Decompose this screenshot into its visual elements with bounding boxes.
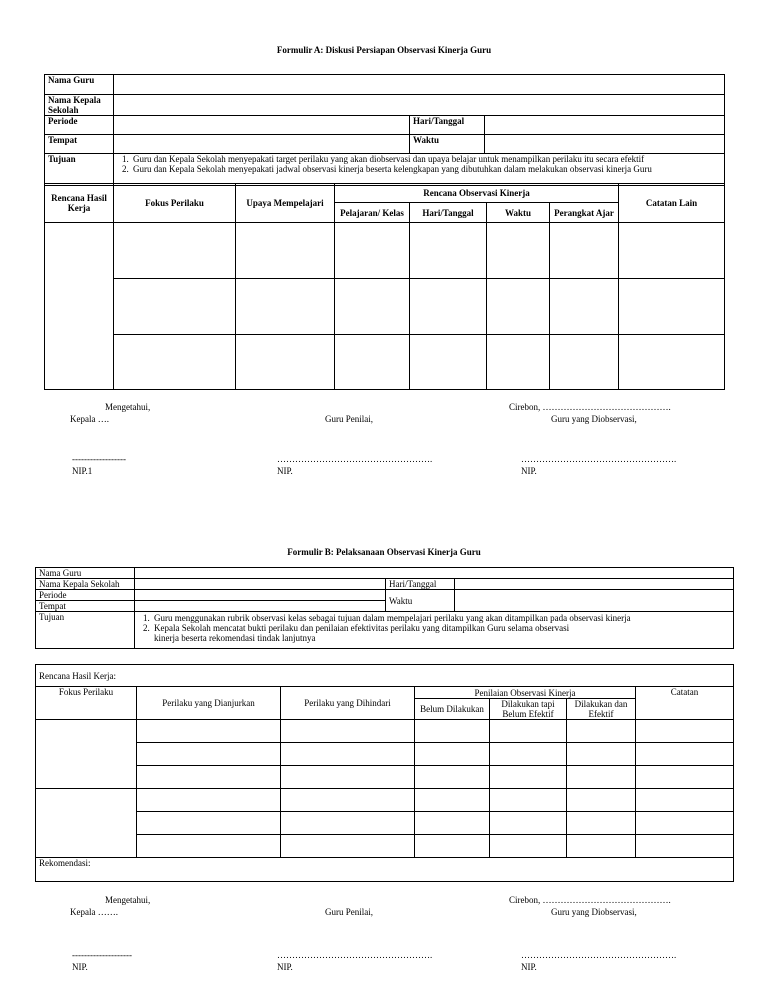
header-catatan-lain: Catatan Lain: [619, 184, 725, 223]
label-nama-kepala: Nama Kepala Sekolah: [36, 579, 135, 590]
form-b-identity-table: [35, 567, 734, 649]
table-cell[interactable]: [567, 835, 636, 858]
table-cell[interactable]: [550, 279, 619, 335]
table-cell[interactable]: [410, 335, 487, 390]
table-cell[interactable]: [490, 812, 567, 835]
field-hari-tanggal[interactable]: [455, 579, 734, 590]
table-cell[interactable]: [236, 223, 335, 279]
field-waktu[interactable]: [485, 135, 725, 154]
header-perilaku-dihindari: Perilaku yang Dihindari: [281, 687, 415, 720]
table-cell[interactable]: [137, 812, 281, 835]
header-rencana-hasil-kerja: Rencana Hasil Kerja: [45, 184, 114, 223]
signature-line: …………………………………………….: [521, 454, 677, 464]
table-cell[interactable]: [636, 766, 734, 789]
header-perangkat-ajar: Perangkat Ajar: [550, 203, 619, 223]
tujuan-list: [135, 612, 734, 649]
kepala-label: Kepala ….: [70, 414, 109, 424]
table-cell[interactable]: [137, 789, 281, 812]
label-tujuan: Tujuan: [36, 612, 135, 649]
table-cell[interactable]: [550, 223, 619, 279]
guru-penilai-label: Guru Penilai,: [325, 907, 373, 917]
label-tempat: Tempat: [45, 135, 114, 154]
signature-line: ------------------: [72, 454, 126, 464]
table-cell[interactable]: [137, 720, 281, 743]
table-cell[interactable]: [487, 223, 550, 279]
table-cell[interactable]: [487, 279, 550, 335]
table-cell[interactable]: [490, 720, 567, 743]
nip-label: NIP.: [277, 962, 293, 972]
header-penilaian-observasi: Penilaian Observasi Kinerja: [415, 687, 636, 699]
table-cell[interactable]: [619, 279, 725, 335]
kepala-label: Kepala …….: [70, 907, 118, 917]
table-cell[interactable]: [114, 335, 236, 390]
table-cell[interactable]: [137, 835, 281, 858]
tujuan-item: 1. Guru dan Kepala Sekolah menyepakati target perilaku yang akan diobservasi dan upaya belajar untuk menampilkan perilaku itu secara efektif: [131, 154, 721, 164]
form-a-title: Formulir A: Diskusi Persiapan Observasi Kinerja Guru: [276, 45, 492, 55]
table-cell[interactable]: [619, 223, 725, 279]
header-catatan: Catatan: [636, 687, 734, 720]
table-cell[interactable]: [410, 279, 487, 335]
cell-fokus[interactable]: [36, 720, 137, 789]
header-upaya-mempelajari: Upaya Mempelajari: [236, 184, 335, 223]
table-cell[interactable]: [636, 812, 734, 835]
form-b-observation-table: [35, 664, 734, 882]
nip-label: NIP.: [72, 962, 88, 972]
table-cell[interactable]: [335, 335, 410, 390]
table-cell[interactable]: [281, 720, 415, 743]
form-a-identity-table: [44, 74, 725, 186]
signature-line: …………………………………………….: [521, 950, 677, 960]
label-waktu: Waktu: [410, 135, 485, 154]
table-cell[interactable]: [281, 743, 415, 766]
table-cell[interactable]: [415, 812, 490, 835]
table-cell[interactable]: [567, 812, 636, 835]
table-cell[interactable]: [636, 789, 734, 812]
tujuan-item: 1. Guru menggunakan rubrik observasi kelas sebagai tujuan dalam mempelajari perilaku yang akan ditampilkan pada observasi kinerja: [152, 613, 730, 623]
label-periode: Periode: [45, 116, 114, 135]
table-cell[interactable]: [567, 766, 636, 789]
field-tempat[interactable]: [114, 135, 410, 154]
table-cell[interactable]: [567, 720, 636, 743]
table-cell[interactable]: [281, 812, 415, 835]
table-cell[interactable]: [619, 335, 725, 390]
tujuan-item: 2. Kepala Sekolah mencatat bukti perilaku dan penilaian efektivitas perilaku yang ditampilkan Guru selama observasi kinerja beserta rekomendasi tindak lanjutnya: [152, 623, 730, 643]
table-cell[interactable]: [415, 789, 490, 812]
nip-label: NIP.: [521, 466, 537, 476]
place-date: Cirebon, …………………………………….: [509, 895, 671, 905]
table-cell[interactable]: [137, 743, 281, 766]
table-cell[interactable]: [410, 223, 487, 279]
label-tempat: Tempat: [36, 601, 135, 612]
header-waktu: Waktu: [487, 203, 550, 223]
header-dilakukan-belum-efektif: Dilakukan tapi Belum Efektif: [490, 699, 567, 720]
table-cell[interactable]: [137, 766, 281, 789]
header-fokus-perilaku: Fokus Perilaku: [36, 687, 137, 720]
table-cell[interactable]: [567, 789, 636, 812]
table-cell[interactable]: [236, 335, 335, 390]
table-cell[interactable]: [415, 743, 490, 766]
label-waktu: Waktu: [386, 590, 455, 612]
table-cell[interactable]: [415, 720, 490, 743]
table-cell[interactable]: [550, 335, 619, 390]
table-cell[interactable]: [281, 789, 415, 812]
header-fokus-perilaku: Fokus Perilaku: [114, 184, 236, 223]
table-cell[interactable]: [281, 835, 415, 858]
table-cell[interactable]: [636, 720, 734, 743]
table-cell[interactable]: [490, 766, 567, 789]
header-perilaku-dianjurkan: Perilaku yang Dianjurkan: [137, 687, 281, 720]
field-periode[interactable]: [114, 116, 410, 135]
signature-line: --------------------: [72, 950, 132, 960]
field-periode[interactable]: [135, 590, 386, 601]
table-cell[interactable]: [487, 335, 550, 390]
table-cell[interactable]: [335, 279, 410, 335]
table-cell[interactable]: [236, 279, 335, 335]
table-cell[interactable]: [636, 743, 734, 766]
label-hari-tanggal: Hari/Tanggal: [386, 579, 455, 590]
guru-penilai-label: Guru Penilai,: [325, 414, 373, 424]
label-periode: Periode: [36, 590, 135, 601]
table-cell[interactable]: [490, 835, 567, 858]
signature-line: …………………………………………….: [277, 454, 433, 464]
signature-line: …………………………………………….: [277, 950, 433, 960]
nip-label: NIP.: [521, 962, 537, 972]
nip-label: NIP.: [277, 466, 293, 476]
cell-rencana[interactable]: [45, 223, 114, 390]
field-tempat[interactable]: [135, 601, 386, 612]
table-cell[interactable]: [114, 279, 236, 335]
table-cell[interactable]: [335, 223, 410, 279]
table-cell[interactable]: [281, 766, 415, 789]
label-hari-tanggal: Hari/Tanggal: [410, 116, 485, 135]
mengetahui-label: Mengetahui,: [105, 895, 151, 905]
nip-label: NIP.1: [72, 466, 93, 476]
table-cell[interactable]: [114, 223, 236, 279]
table-cell[interactable]: [415, 835, 490, 858]
tujuan-item: 2. Guru dan Kepala Sekolah menyepakati jadwal observasi kinerja beserta kelengkapan yang dibutuhkan dalam melakukan observasi kinerja Guru: [131, 164, 721, 174]
field-hari-tanggal[interactable]: [485, 116, 725, 135]
header-belum-dilakukan: Belum Dilakukan: [415, 699, 490, 720]
tujuan-list: [114, 154, 725, 186]
rekomendasi[interactable]: Rekomendasi:: [36, 858, 734, 882]
guru-diobservasi-label: Guru yang Diobservasi,: [551, 907, 637, 917]
table-cell[interactable]: [567, 743, 636, 766]
field-nama-kepala[interactable]: [114, 95, 725, 116]
header-dilakukan-efektif: Dilakukan dan Efektif: [567, 699, 636, 720]
header-rencana-observasi: Rencana Observasi Kinerja: [335, 184, 619, 203]
header-hari-tanggal: Hari/Tanggal: [410, 203, 487, 223]
label-tujuan: Tujuan: [45, 154, 114, 186]
field-nama-kepala[interactable]: [135, 579, 386, 590]
table-cell[interactable]: [490, 743, 567, 766]
table-cell[interactable]: [490, 789, 567, 812]
table-cell[interactable]: [636, 835, 734, 858]
label-nama-guru: Nama Guru: [36, 568, 135, 579]
field-waktu[interactable]: [455, 590, 734, 612]
mengetahui-label: Mengetahui,: [105, 402, 151, 412]
form-b-title: Formulir B: Pelaksanaan Observasi Kinerja Guru: [287, 547, 481, 557]
label-nama-kepala: Nama Kepala Sekolah: [45, 95, 114, 116]
form-a-plan-table: [44, 183, 725, 390]
label-nama-guru: Nama Guru: [45, 75, 114, 95]
place-date: Cirebon, …………………………………….: [509, 402, 671, 412]
cell-fokus[interactable]: [36, 789, 137, 858]
table-cell[interactable]: [415, 766, 490, 789]
header-pelajaran-kelas: Pelajaran/ Kelas: [335, 203, 410, 223]
guru-diobservasi-label: Guru yang Diobservasi,: [551, 414, 637, 424]
field-nama-guru[interactable]: [114, 75, 725, 95]
field-nama-guru[interactable]: [135, 568, 734, 579]
label-rencana-hasil-kerja: Rencana Hasil Kerja:: [36, 665, 734, 687]
